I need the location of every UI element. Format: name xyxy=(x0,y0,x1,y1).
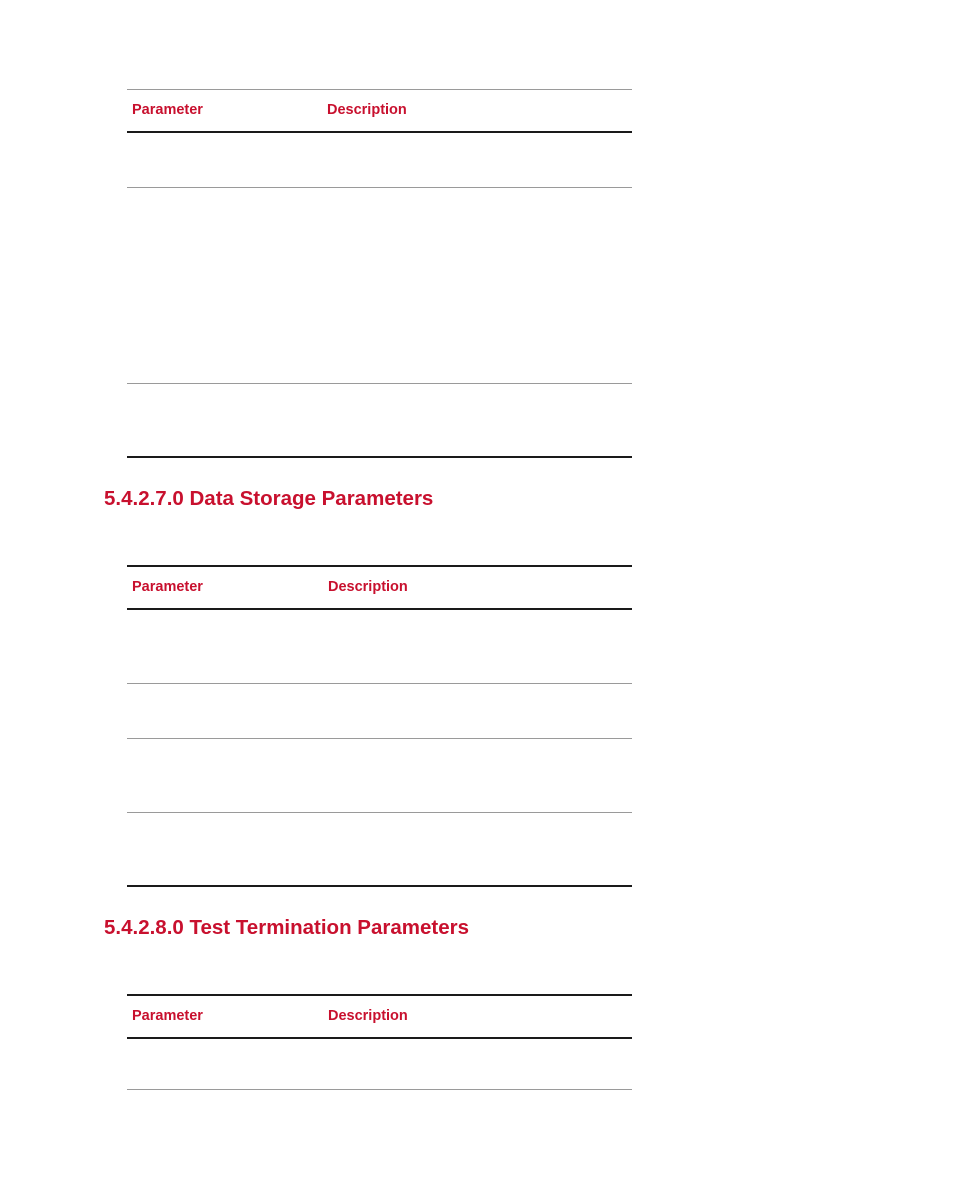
column-header-description: Description xyxy=(328,579,408,595)
table-row xyxy=(127,384,632,456)
table-top-rule xyxy=(127,89,632,90)
column-header-parameter: Parameter xyxy=(132,1008,203,1024)
table-row xyxy=(127,684,632,738)
table-top-rule xyxy=(127,565,632,567)
column-header-description: Description xyxy=(327,102,407,118)
parameter-table-1 xyxy=(127,89,632,459)
table-row xyxy=(127,188,632,383)
table-top-rule xyxy=(127,994,632,996)
table-row xyxy=(127,1039,632,1089)
parameter-table-test-termination xyxy=(127,994,632,1094)
parameter-table-data-storage xyxy=(127,565,632,889)
table-row xyxy=(127,813,632,885)
column-header-parameter: Parameter xyxy=(132,579,203,595)
column-header-description: Description xyxy=(328,1008,408,1024)
row-divider xyxy=(127,1089,632,1090)
table-row xyxy=(127,610,632,683)
table-bottom-rule xyxy=(127,885,632,887)
table-row xyxy=(127,133,632,187)
table-row xyxy=(127,739,632,812)
table-bottom-rule xyxy=(127,456,632,458)
section-heading-data-storage: 5.4.2.7.0 Data Storage Parameters xyxy=(104,487,434,510)
section-heading-test-termination: 5.4.2.8.0 Test Termination Parameters xyxy=(104,916,469,939)
column-header-parameter: Parameter xyxy=(132,102,203,118)
